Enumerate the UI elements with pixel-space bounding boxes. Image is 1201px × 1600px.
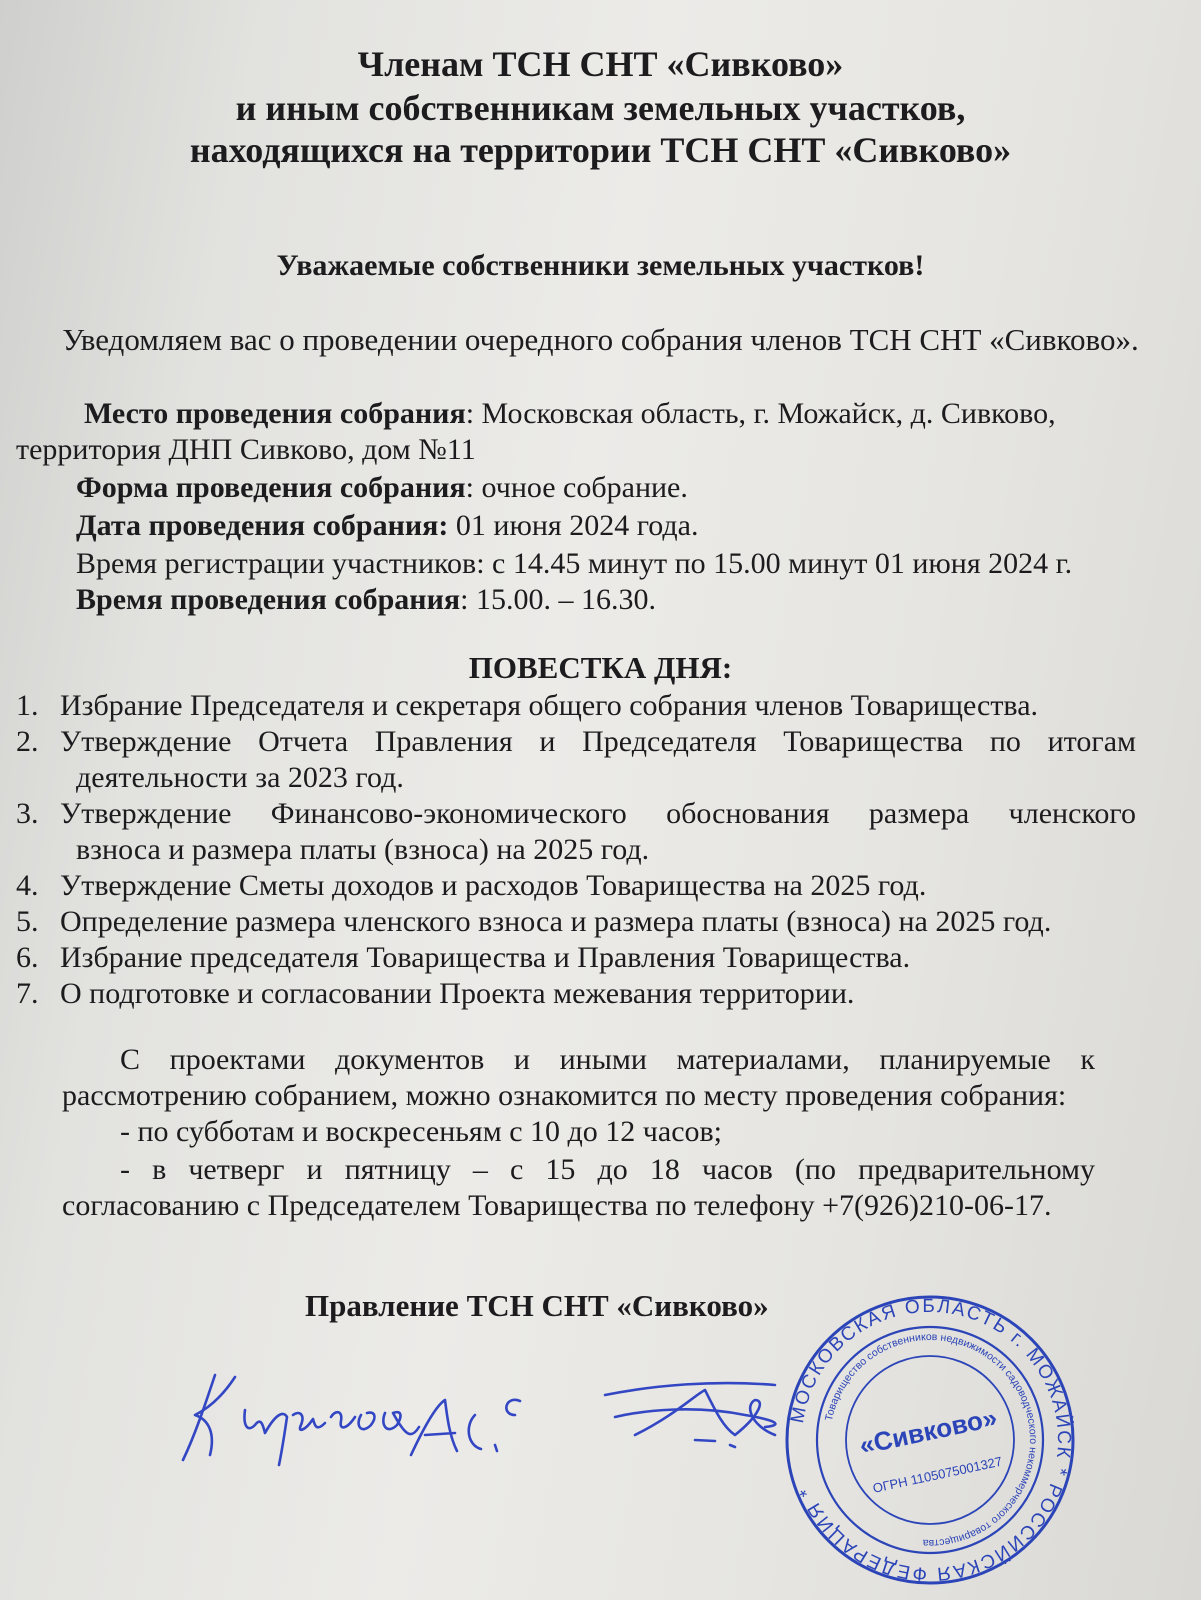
agenda-title: ПОВЕСТКА ДНЯ: [468, 650, 733, 685]
agenda-item: 4. Утверждение Сметы доходов и расходов Товарищества на 2025 год. [16, 869, 927, 902]
time-label: Время проведения собрания [76, 583, 461, 616]
time-line [76, 582, 656, 618]
materials-line-2: рассмотрению собранием, можно ознакомится по месту проведения собрания: [62, 1079, 1067, 1112]
place-line [84, 396, 1056, 432]
form-value: : очное собрание. [465, 471, 688, 504]
time-value: : 15.00. – 16.30. [460, 583, 656, 616]
handwritten-signature [175, 1355, 815, 1475]
svg-text:ОГРН 1105075001327: ОГРН 1105075001327 [871, 1453, 1004, 1496]
date-line [76, 508, 699, 544]
materials-line-5: согласованию с Председателем Товарищества по телефону +7(926)210-06-17. [62, 1189, 1052, 1222]
date-value: 01 июня 2024 года. [448, 509, 699, 542]
greeting: Уважаемые собственники земельных участков! [276, 249, 925, 282]
place-value: : Московская область, г. Можайск, д. Сивково, [465, 397, 1056, 430]
header-line-1: Членам ТСН СНТ «Сивково» [357, 44, 844, 84]
agenda-item: 2. Утверждение Отчета Правления и Председателя Товарищества по итогам деятельности за 2023 год. [16, 725, 1136, 794]
board-signature-title: Правление ТСН СНТ «Сивково» [305, 1288, 769, 1323]
date-label: Дата проведения собрания: [76, 509, 449, 542]
svg-text:«Сивково»: «Сивково» [856, 1401, 1000, 1461]
registration-line: Время регистрации участников: с 14.45 минут по 15.00 минут 01 июня 2024 г. [76, 547, 1073, 580]
agenda-item: 7. О подготовке и согласовании Проекта межевания территории. [16, 977, 855, 1010]
materials-line-4: - в четверг и пятницу – с 15 до 18 часов (по предварительному [120, 1153, 1095, 1186]
place-continuation: территория ДНП Сивково, дом №11 [16, 433, 476, 466]
form-label: Форма проведения собрания [76, 471, 466, 504]
agenda-list [16, 688, 1136, 1012]
place-label: Место проведения собрания [84, 397, 466, 430]
agenda-item: 5. Определение размера членского взноса и размера платы (взноса) на 2025 год. [16, 905, 1052, 938]
materials-line-3: - по субботам и воскресеньям с 10 до 12 часов; [120, 1115, 723, 1148]
organization-stamp [780, 1290, 1080, 1590]
agenda-item: 6. Избрание председателя Товарищества и Правления Товарищества. [16, 941, 911, 974]
materials-line-1: С проектами документов и иными материалами, планируемые к [120, 1043, 1095, 1076]
svg-text:Товарищество собственников нед: Товарищество собственников недвижимости садоводческого некоммерческого товарищества [822, 1330, 1040, 1550]
svg-text:МОСКОВСКАЯ ОБЛАСТЬ г. МОЖАЙСК: МОСКОВСКАЯ ОБЛАСТЬ г. МОЖАЙСК * РОССИЙСКАЯ ФЕДЕРАЦИЯ * [787, 1295, 1075, 1585]
notice: Уведомляем вас о проведении очередного собрания членов ТСН СНТ «Сивково». [62, 322, 1139, 357]
form-line [76, 470, 688, 506]
header-line-2: и иным собственникам земельных участков, [235, 88, 966, 128]
header-line-3: находящихся на территории ТСН СНТ «Сивково» [189, 130, 1012, 170]
agenda-item: 3. Утверждение Финансово-экономического обоснования размера членского взноса и размера платы (взноса) на 2025 год. [16, 797, 1136, 866]
agenda-item: 1. Избрание Председателя и секретаря общего собрания членов Товарищества. [16, 689, 1039, 722]
